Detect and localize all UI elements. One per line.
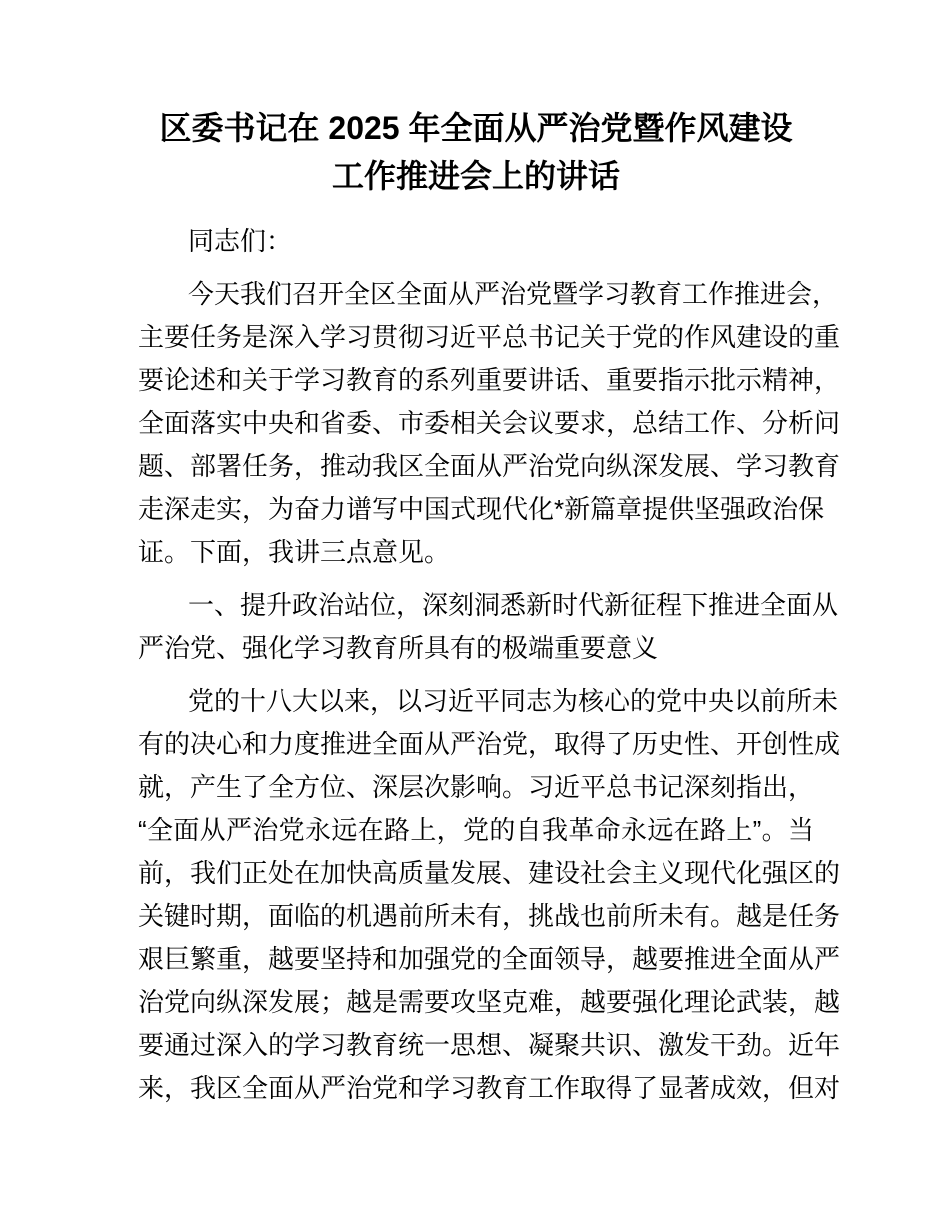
paragraph-line: 要论述和关于学习教育的系列重要讲话、重要指示批示精神， (138, 365, 841, 395)
paragraph-line: “全面从严治党永远在路上，党的自我革命永远在路上”。当 (138, 815, 814, 845)
paragraph-line: 有的决心和力度推进全面从严治党，取得了历史性、开创性成 (138, 729, 841, 759)
document-title (138, 104, 814, 200)
paragraph-line: 主要任务是深入学习贯彻习近平总书记关于党的作风建设的重 (138, 322, 841, 352)
section-heading-1 (138, 584, 839, 670)
paragraph-line: 党的十八大以来，以习近平同志为核心的党中央以前所未 (188, 686, 839, 716)
heading-line: 严治党、强化学习教育所具有的极端重要意义 (138, 633, 659, 663)
paragraph-line: 全面落实中央和省委、市委相关会议要求，总结工作、分析问 (138, 408, 841, 438)
salutation-paragraph (138, 220, 814, 263)
salutation-line: 同志们： (188, 226, 293, 256)
paragraph-line: 艰巨繁重，越要坚持和加强党的全面领导，越要推进全面从严 (138, 944, 841, 974)
paragraph-line: 来，我区全面从严治党和学习教育工作取得了显著成效，但对 (138, 1073, 841, 1103)
paragraph-line: 题、部署任务，推动我区全面从严治党向纵深发展、学习教育 (138, 451, 841, 481)
paragraph-line: 走深走实，为奋力谱写中国式现代化*新篇章提供坚强政治保 (138, 494, 825, 524)
title-line-1: 区委书记在 2025 年全面从严治党暨作风建设 (159, 110, 793, 146)
paragraph-line: 要通过深入的学习教育统一思想、凝聚共识、激发干劲。近年 (138, 1030, 841, 1060)
paragraph-line: 关键时期，面临的机遇前所未有，挑战也前所未有。越是任务 (138, 901, 841, 931)
intro-paragraph (138, 273, 841, 574)
body-paragraph-1 (138, 680, 841, 1110)
paragraph-line: 今天我们召开全区全面从严治党暨学习教育工作推进会， (188, 279, 839, 309)
paragraph-line: 就，产生了全方位、深层次影响。习近平总书记深刻指出， (138, 772, 815, 802)
paragraph-line: 前，我们正处在加快高质量发展、建设社会主义现代化强区的 (138, 858, 841, 888)
paragraph-line: 治党向纵深发展；越是需要攻坚克难，越要强化理论武装，越 (138, 987, 841, 1017)
paragraph-line: 证。下面，我讲三点意见。 (138, 537, 451, 567)
title-line-2: 工作推进会上的讲话 (331, 158, 620, 194)
heading-line: 一、提升政治站位，深刻洞悉新时代新征程下推进全面从 (188, 590, 839, 620)
